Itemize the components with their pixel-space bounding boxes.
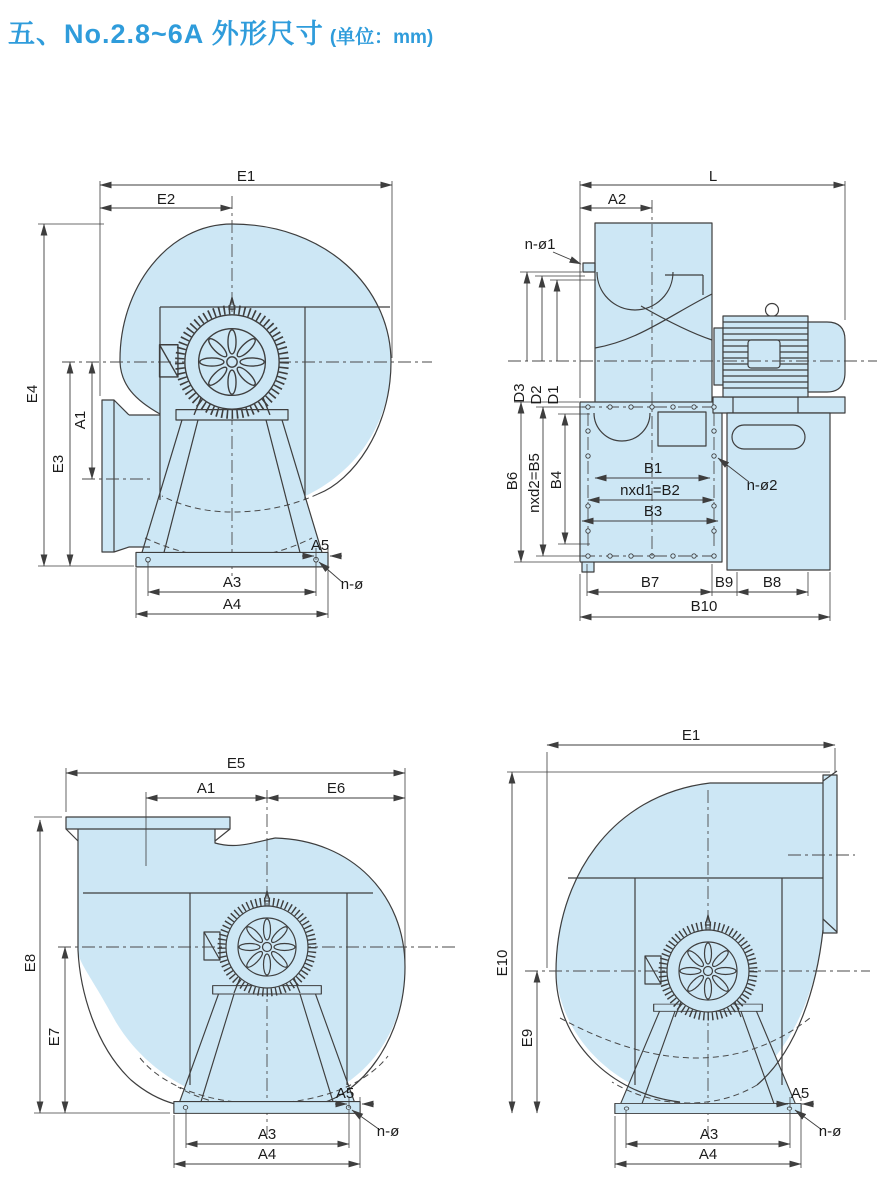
dim-label-d2: D2 (528, 385, 545, 405)
dim-label-a3: A3 (222, 574, 242, 591)
page-title-text: 五、No.2.8~6A 外形尺寸 (8, 19, 324, 49)
dim-label-n-hole2: n-ø2 (746, 477, 778, 494)
dim-label-n-hole1: n-ø1 (524, 236, 556, 253)
dim-label-e10: E10 (494, 949, 511, 977)
drawing-front-outlet-left (20, 150, 440, 640)
dim-label-b10: B10 (690, 598, 718, 615)
dim-label-a5: A5 (310, 537, 330, 554)
dim-label-b3: B3 (643, 503, 663, 520)
dim-label-b6: B6 (504, 471, 521, 491)
dim-label-e1: E1 (236, 168, 256, 185)
dim-label-a5: A5 (335, 1085, 355, 1102)
dim-label-a3: A3 (699, 1126, 719, 1143)
dim-label-e9: E9 (519, 1028, 536, 1048)
dim-label-a4: A4 (698, 1146, 718, 1163)
page-title-unit: (单位：mm) (329, 27, 434, 48)
dim-label-d3: D3 (511, 383, 528, 403)
dim-label-e2: E2 (156, 191, 176, 208)
dim-label-b1: B1 (643, 460, 663, 477)
dim-label-d1: D1 (545, 385, 562, 405)
dim-label-a2: A2 (607, 191, 627, 208)
dim-label-b7: B7 (640, 574, 660, 591)
dim-label-b5: nxd2=B5 (526, 453, 543, 513)
drawing-outlet-up (15, 725, 465, 1190)
drawing-side-view (490, 150, 890, 640)
dim-label-e3: E3 (50, 454, 67, 474)
dim-label-l: L (708, 168, 718, 185)
dim-label-a4: A4 (257, 1146, 277, 1163)
dim-label-n-hole: n-ø (376, 1123, 400, 1140)
dim-label-b9: B9 (714, 574, 734, 591)
dim-label-n-hole: n-ø (818, 1123, 842, 1140)
dim-label-e5: E5 (226, 755, 246, 772)
dim-label-b4: B4 (548, 470, 565, 490)
dim-label-a1: A1 (72, 410, 89, 430)
motor-side-icon (713, 304, 845, 571)
dim-label-b2: nxd1=B2 (620, 482, 680, 499)
dim-label-a3: A3 (257, 1126, 277, 1143)
dim-label-b8: B8 (762, 574, 782, 591)
dim-label-a5: A5 (790, 1085, 810, 1102)
dim-label-a1: A1 (196, 780, 216, 797)
dim-label-e6: E6 (326, 780, 346, 797)
dim-label-e8: E8 (22, 953, 39, 973)
dim-label-n-hole: n-ø (340, 576, 364, 593)
page-title (8, 12, 433, 51)
dim-label-e4: E4 (24, 384, 41, 404)
dim-label-e1: E1 (681, 727, 701, 744)
dim-label-e7: E7 (46, 1027, 63, 1047)
drawing-outlet-right (480, 715, 880, 1190)
dim-label-a4: A4 (222, 596, 242, 613)
